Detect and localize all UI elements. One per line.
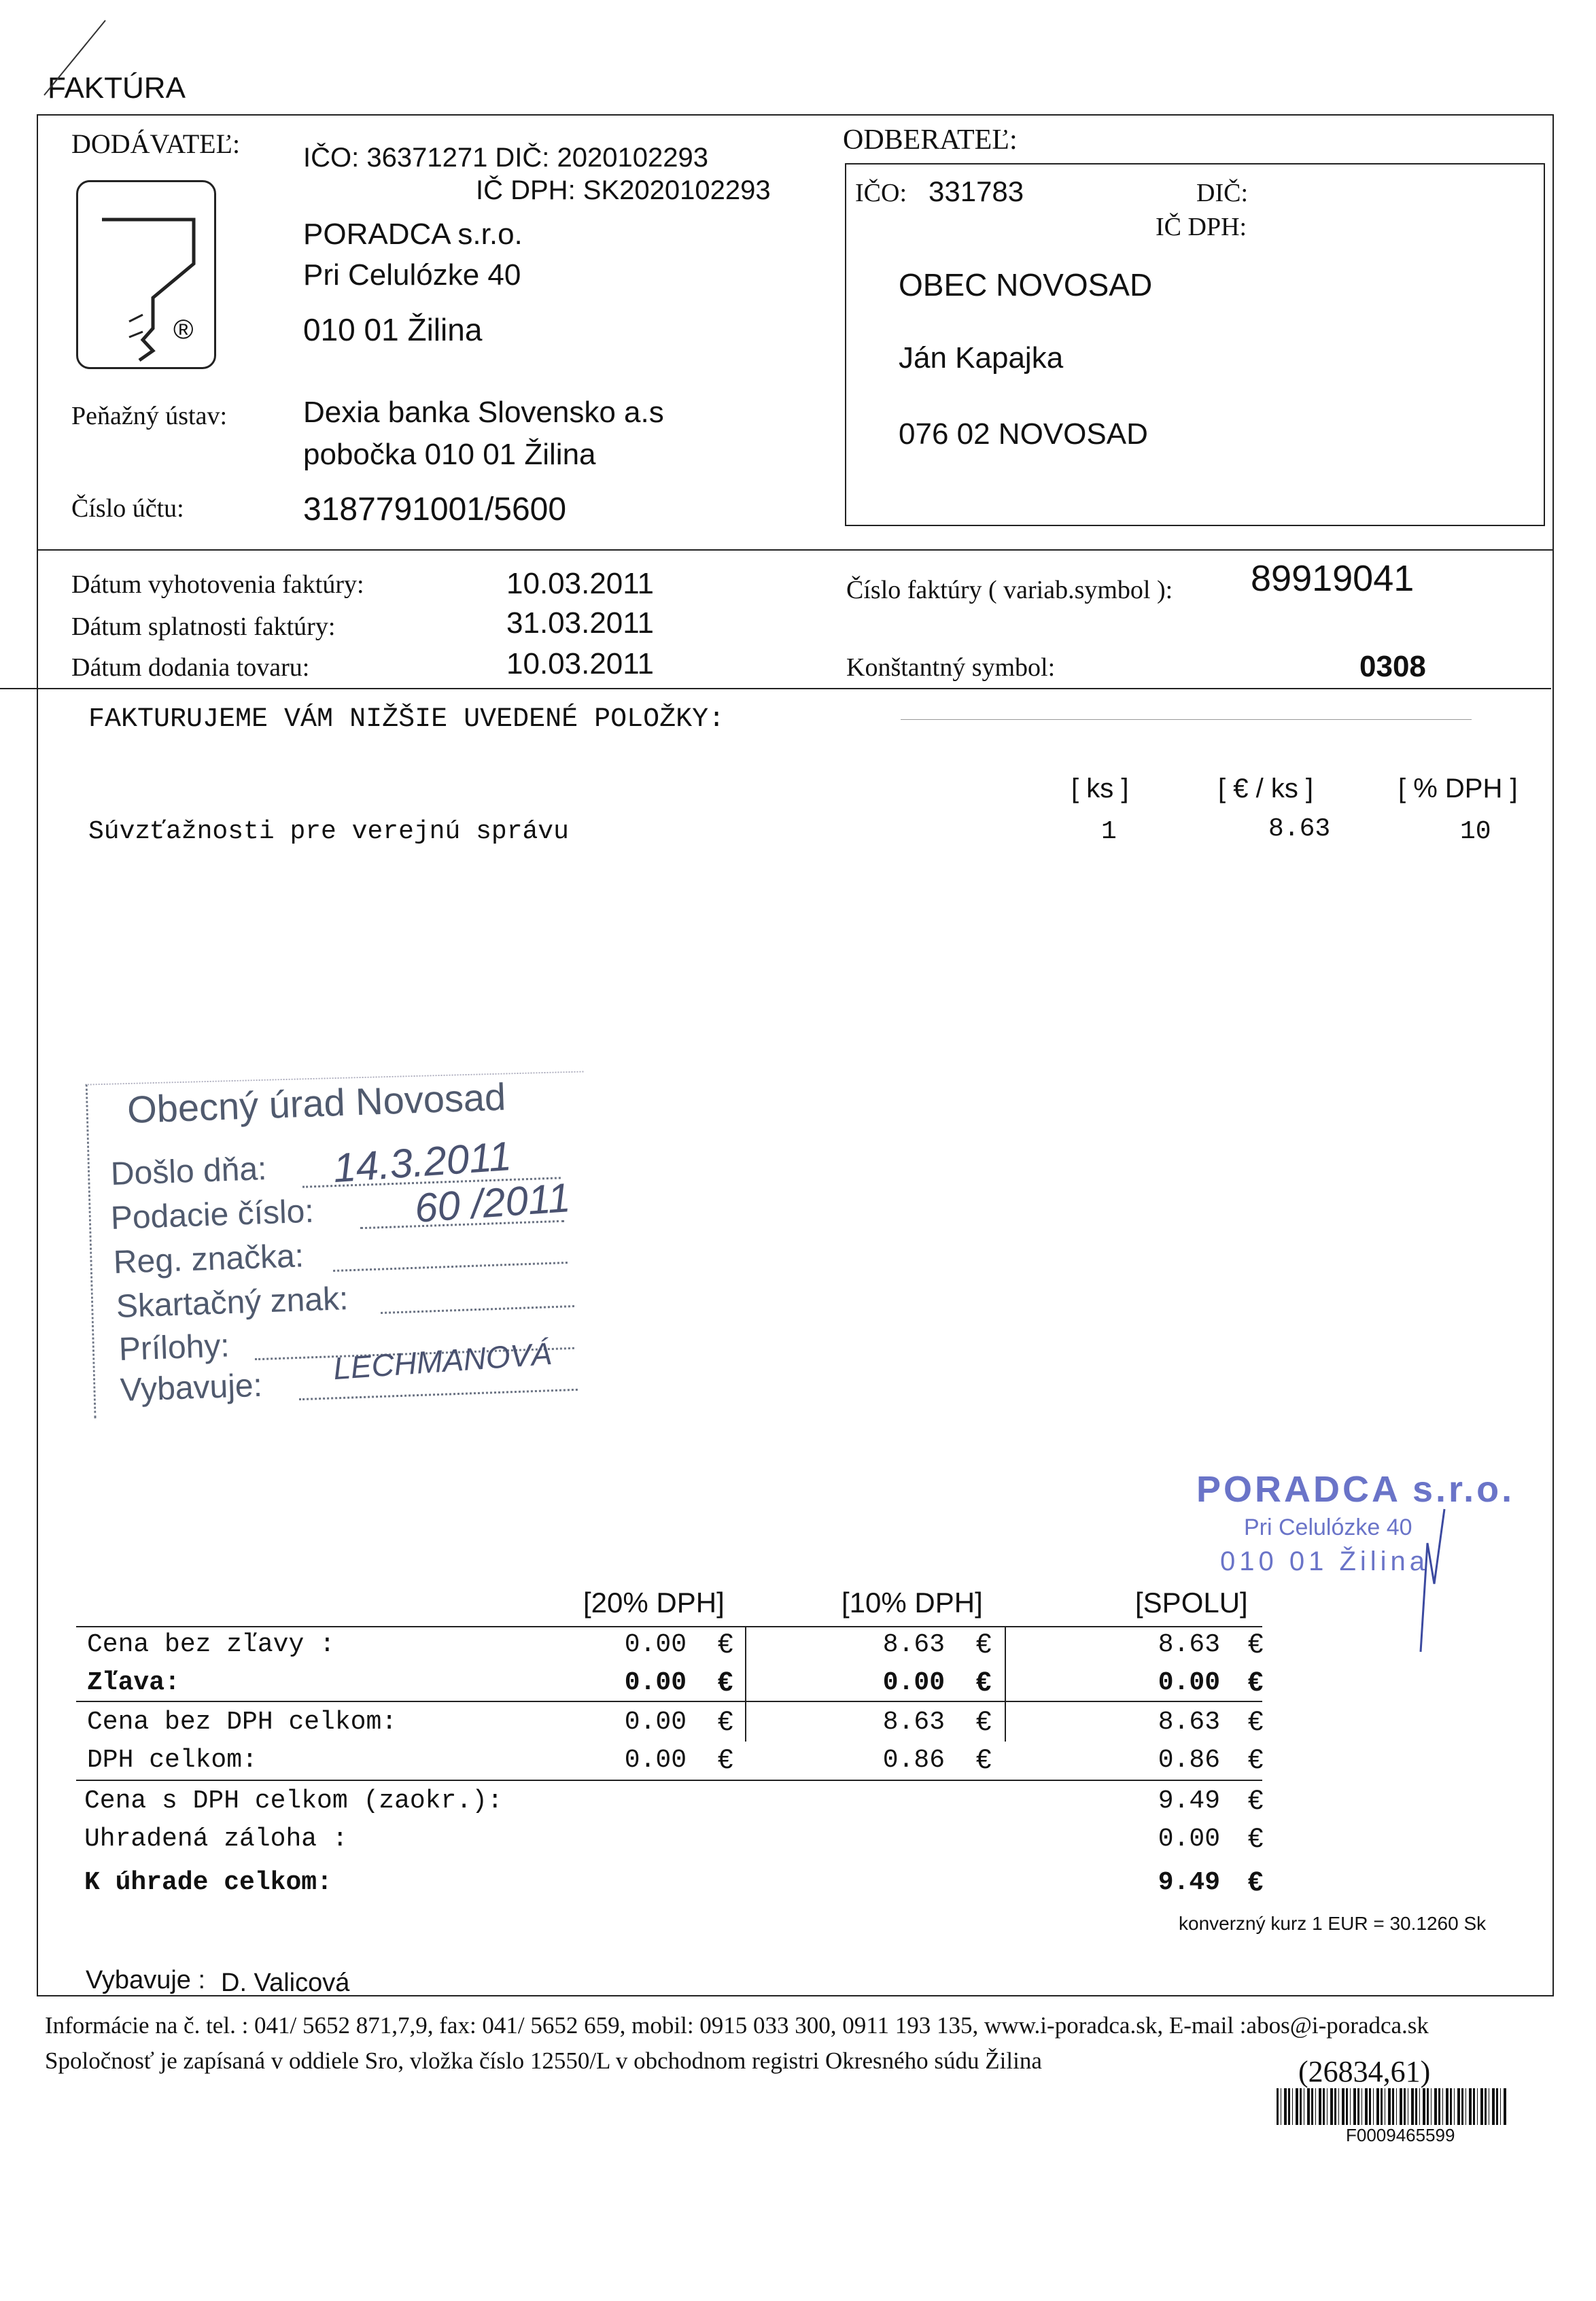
- account-number: 3187791001/5600: [303, 491, 567, 527]
- customer-name: OBEC NOVOSAD: [899, 267, 1153, 302]
- invoice-number-value: 89919041: [1251, 558, 1415, 599]
- totals-row-total: 0.00: [1158, 1668, 1220, 1697]
- barcode: [1277, 2088, 1508, 2125]
- invoice-number-label: Číslo faktúry ( variab.symbol ):: [846, 576, 1173, 604]
- customer-ico-value: 331783: [929, 175, 1024, 207]
- company-stamp-street: Pri Celulózke 40: [1244, 1515, 1412, 1540]
- totals-rule-top: [76, 1626, 1262, 1627]
- currency-symbol: €: [976, 1706, 992, 1736]
- totals-row-20: 0.00: [624, 1708, 687, 1737]
- bank-label: Peňažný ústav:: [71, 402, 228, 430]
- items-heading: FAKTURUJEME VÁM NIŽŠIE UVEDENÉ POLOŽKY:: [88, 704, 725, 735]
- totals-row-total: 8.63: [1158, 1630, 1220, 1659]
- currency-symbol: €: [1248, 1667, 1264, 1697]
- currency-symbol: €: [1248, 1706, 1264, 1736]
- company-stamp-name: PORADCA s.r.o.: [1196, 1469, 1515, 1510]
- office-stamp-handled-label: Vybavuje:: [120, 1367, 263, 1408]
- bank-name: Dexia banka Slovensko a.s: [303, 396, 664, 429]
- office-stamp-handled-value: LECHMANOVÁ: [332, 1335, 553, 1387]
- office-stamp-shred-label: Skartačný znak:: [116, 1281, 349, 1325]
- logo-mark-icon: [78, 182, 214, 367]
- delivery-date-value: 10.03.2011: [506, 647, 654, 680]
- column-unit-price: [ € / ks ]: [1218, 774, 1314, 803]
- totals-row-10: 0.00: [882, 1668, 945, 1697]
- rounded-total-value: 9.49: [1158, 1786, 1220, 1816]
- currency-symbol: €: [1248, 1867, 1264, 1897]
- totals-row-10: 8.63: [882, 1708, 945, 1737]
- currency-symbol: €: [976, 1629, 992, 1659]
- totals-col-10: [10% DPH]: [842, 1587, 983, 1619]
- totals-col-total: [SPOLU]: [1135, 1587, 1248, 1619]
- delivery-date-label: Dátum dodania tovaru:: [71, 653, 310, 682]
- item-vat: 10: [1460, 817, 1491, 846]
- totals-row-20: 0.00: [624, 1630, 687, 1659]
- totals-row-label: Cena bez DPH celkom:: [87, 1708, 398, 1737]
- barcode-number: F0009465599: [1346, 2125, 1455, 2145]
- currency-symbol: €: [1248, 1823, 1264, 1853]
- currency-symbol: €: [1248, 1744, 1264, 1774]
- currency-symbol: €: [1248, 1785, 1264, 1815]
- office-stamp-received-label: Došlo dňa:: [110, 1150, 268, 1192]
- office-stamp-filing-label: Podacie číslo:: [110, 1193, 315, 1236]
- issue-date-label: Dátum vyhotovenia faktúry:: [71, 570, 364, 599]
- column-vat-rate: [ % DPH ]: [1398, 774, 1518, 803]
- supplier-ico: IČO: 36371271 DIČ: 2020102293: [303, 143, 708, 173]
- amount-due-value: 9.49: [1158, 1868, 1220, 1897]
- handwritten-amount: (26834,61): [1298, 2055, 1431, 2088]
- totals-row-10: 0.86: [882, 1746, 945, 1775]
- document-title: FAKTÚRA: [48, 71, 186, 105]
- customer-label: ODBERATEĽ:: [843, 124, 1018, 156]
- currency-symbol: €: [718, 1706, 733, 1736]
- divider-dates-bottom: [0, 688, 1551, 689]
- supplier-label: DODÁVATEĽ:: [71, 128, 241, 159]
- currency-symbol: €: [718, 1667, 733, 1697]
- supplier-name: PORADCA s.r.o.: [303, 218, 523, 251]
- divider-dates-top: [37, 549, 1552, 551]
- supplier-city: 010 01 Žilina: [303, 312, 483, 347]
- item-name: Súvzťažnosti pre verejnú správu: [88, 817, 569, 846]
- currency-symbol: €: [718, 1629, 733, 1659]
- constant-symbol-value: 0308: [1359, 650, 1426, 683]
- due-date-label: Dátum splatnosti faktúry:: [71, 612, 336, 641]
- handled-by-name: D. Valicová: [221, 1969, 350, 1997]
- office-stamp-reg-label: Reg. značka:: [113, 1238, 305, 1281]
- pen-mark: [37, 14, 119, 102]
- item-price: 8.63: [1268, 814, 1331, 844]
- office-stamp-received-value: 14.3.2011: [331, 1132, 513, 1192]
- office-stamp-attach-label: Prílohy:: [118, 1328, 230, 1368]
- totals-col-20: [20% DPH]: [583, 1587, 725, 1619]
- totals-row-20: 0.00: [624, 1746, 687, 1775]
- totals-row-label: Cena bez zľavy :: [87, 1630, 335, 1659]
- totals-row-total: 8.63: [1158, 1708, 1220, 1737]
- issue-date-value: 10.03.2011: [506, 567, 654, 600]
- footer-contact: Informácie na č. tel. : 041/ 5652 871,7,9, fax: 041/ 5652 659, mobil: 0915 033 300, 0911 193 135, www.i-poradca.sk, E-mail :abos@i-poradca.sk: [45, 2012, 1429, 2039]
- account-label: Číslo účtu:: [71, 494, 184, 523]
- totals-row-total: 0.86: [1158, 1746, 1220, 1775]
- currency-symbol: €: [718, 1744, 733, 1774]
- customer-icdph-label: IČ DPH:: [1156, 213, 1247, 241]
- handled-by-label: Vybavuje :: [86, 1966, 206, 1994]
- totals-rule-lower: [76, 1780, 1262, 1781]
- totals-row-10: 8.63: [882, 1630, 945, 1659]
- footer-registry: Spoločnosť je zapísaná v oddiele Sro, vložka číslo 12550/L v obchodnom registri Okresného súdu Žilina: [45, 2047, 1042, 2074]
- customer-city: 076 02 NOVOSAD: [899, 417, 1148, 451]
- totals-rule-v2: [1005, 1626, 1006, 1742]
- supplier-logo: [76, 180, 216, 369]
- item-qty: 1: [1101, 817, 1117, 846]
- currency-symbol: €: [1248, 1629, 1264, 1659]
- customer-dic-label: DIČ:: [1196, 179, 1248, 207]
- registered-mark: ®: [173, 315, 194, 345]
- column-qty: [ ks ]: [1071, 774, 1129, 803]
- totals-rule-v1: [745, 1626, 746, 1742]
- office-stamp-filing-value: 60 /2011: [413, 1175, 572, 1231]
- totals-row-label: Zľava:: [87, 1668, 180, 1697]
- due-date-value: 31.03.2011: [506, 606, 654, 640]
- constant-symbol-label: Konštantný symbol:: [846, 653, 1056, 682]
- supplier-icdph: IČ DPH: SK2020102293: [476, 175, 771, 205]
- totals-rule-mid: [76, 1701, 1262, 1702]
- rounded-total-label: Cena s DPH celkom (zaokr.):: [84, 1786, 503, 1816]
- exchange-rate: konverzný kurz 1 EUR = 30.1260 Sk: [1179, 1913, 1487, 1934]
- currency-symbol: €: [976, 1667, 992, 1697]
- totals-row-20: 0.00: [624, 1668, 687, 1697]
- bank-branch: pobočka 010 01 Žilina: [303, 438, 596, 471]
- customer-ico-label: IČO:: [855, 179, 907, 207]
- currency-symbol: €: [976, 1744, 992, 1774]
- signature-stroke: [1407, 1502, 1461, 1659]
- office-stamp-title: Obecný úrad Novosad: [126, 1075, 507, 1131]
- advance-label: Uhradená záloha :: [84, 1824, 348, 1854]
- customer-person: Ján Kapajka: [899, 341, 1064, 375]
- advance-value: 0.00: [1158, 1824, 1220, 1854]
- company-stamp-city: 010 01 Žilina: [1220, 1546, 1429, 1576]
- totals-row-label: DPH celkom:: [87, 1746, 258, 1775]
- supplier-street: Pri Celulózke 40: [303, 258, 521, 292]
- amount-due-label: K úhrade celkom:: [84, 1868, 332, 1897]
- items-heading-rule: [901, 719, 1472, 720]
